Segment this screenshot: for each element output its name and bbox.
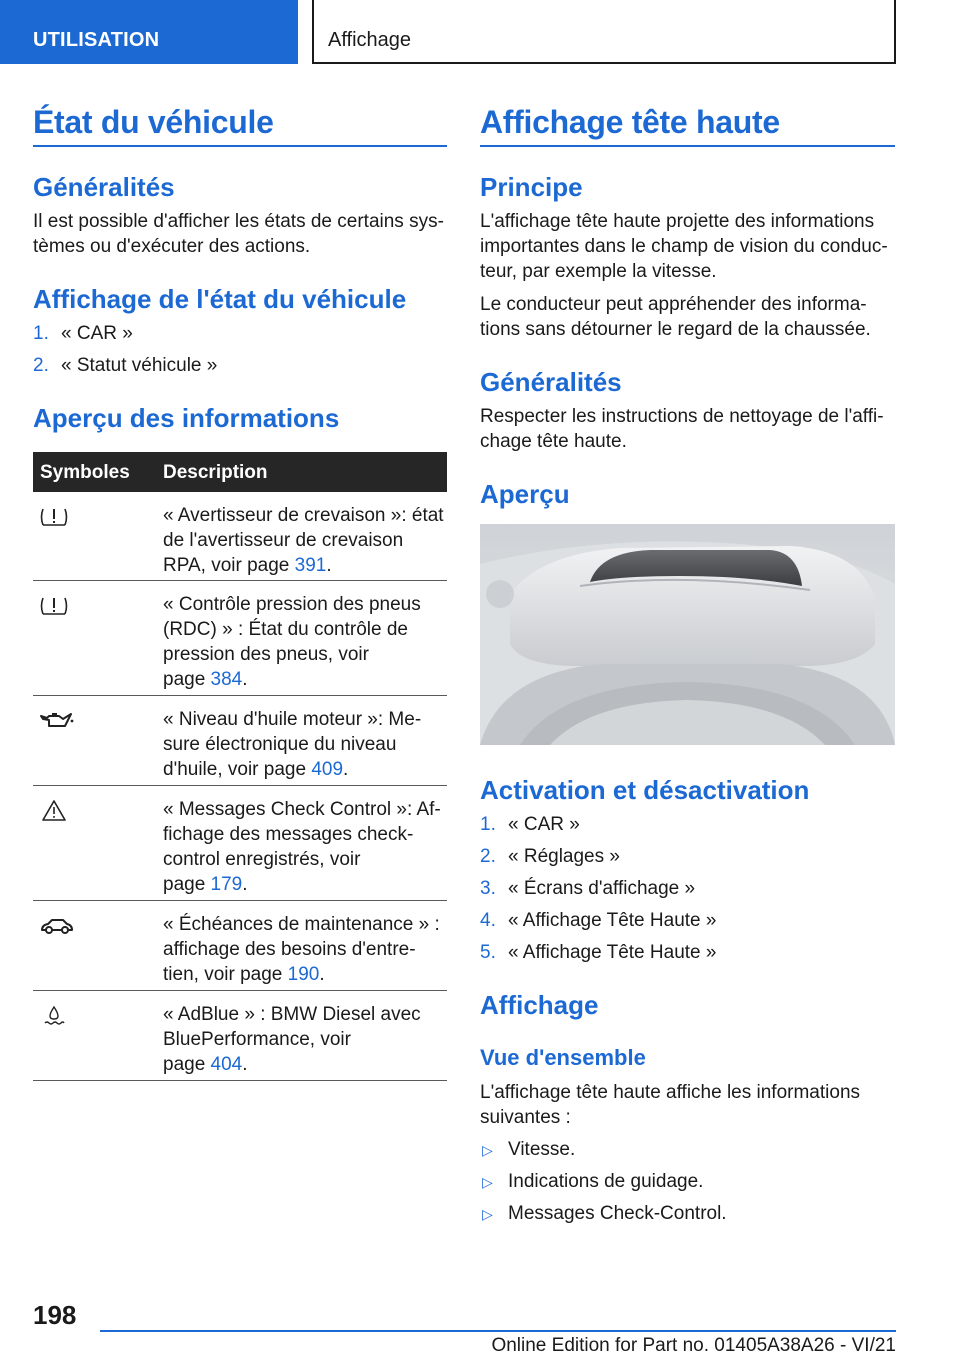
heading-principe: Principe xyxy=(480,172,583,202)
oil-can-icon xyxy=(39,708,75,734)
bullet-item: ▷ Messages Check-Control. xyxy=(480,1201,727,1227)
generalites-hud-text: Respecter les instructions de nettoyage de l'affi- chage tête haute. xyxy=(480,406,884,452)
table-row xyxy=(33,581,447,696)
footer-rule xyxy=(100,1330,896,1332)
page-link[interactable]: 384 xyxy=(210,669,243,690)
service-car-icon xyxy=(39,913,75,939)
bullet-item: ▷ Vitesse. xyxy=(480,1137,575,1163)
page-link[interactable]: 190 xyxy=(287,964,320,985)
step-2: 2. « Statut véhicule » xyxy=(33,355,218,376)
title-rule xyxy=(480,145,895,147)
heading-generalites-hud: Généralités xyxy=(480,367,622,397)
text-line: Il est possible d'afficher les états de certains sys- xyxy=(33,211,444,232)
page-title-left: État du véhicule xyxy=(33,104,274,140)
footer-edition: Online Edition for Part no. 01405A38A26 - VI/21 xyxy=(491,1335,896,1356)
step-1: 1. « CAR » xyxy=(33,323,133,344)
text-line: tèmes ou d'exécuter des actions. xyxy=(33,236,311,257)
triangle-bullet-icon: ▷ xyxy=(482,1206,493,1222)
col-header-description: Description xyxy=(163,462,268,483)
step-1: 1. « CAR » xyxy=(480,814,580,835)
hud-dashboard-image xyxy=(480,524,895,745)
triangle-bullet-icon: ▷ xyxy=(482,1174,493,1190)
step-3: 3. « Écrans d'affichage » xyxy=(480,878,696,899)
heading-activation: Activation et désactivation xyxy=(480,775,810,805)
chapter-tab xyxy=(312,0,896,64)
page-link[interactable]: 409 xyxy=(311,759,344,780)
chapter-label: Affichage xyxy=(328,29,412,51)
step-2: 2. « Réglages » xyxy=(480,846,620,867)
col-header-symboles: Symboles xyxy=(40,462,130,483)
heading-affichage: Affichage xyxy=(480,990,599,1020)
row-description: « AdBlue » : BMW Diesel avec BluePerformance, voir page 404. xyxy=(163,1004,421,1075)
table-header xyxy=(33,452,447,492)
title-rule xyxy=(33,145,447,147)
table-row xyxy=(33,786,447,901)
principe-text-1: L'affichage tête haute projette des informations importantes dans le champ de vision du conduc- teur, par exemple la vitesse. xyxy=(480,211,888,282)
heading-generalites: Généralités xyxy=(33,172,175,202)
step-4: 4. « Affichage Tête Haute » xyxy=(480,910,717,931)
bullet-item: ▷ Indications de guidage. xyxy=(480,1169,703,1195)
page-title-right: Affichage tête haute xyxy=(480,104,780,140)
warning-triangle-icon xyxy=(39,798,69,824)
section-tab xyxy=(0,0,298,64)
affichage-text: L'affichage tête haute affiche les informations suivantes : xyxy=(480,1082,861,1128)
table-row xyxy=(33,901,447,991)
step-5: 5. « Affichage Tête Haute » xyxy=(480,942,717,963)
table-row xyxy=(33,492,447,581)
generalites-text xyxy=(33,209,447,259)
row-description: « Avertisseur de crevaison »: état de l'avertisseur de crevaison RPA, voir page 391. xyxy=(163,505,444,576)
page-link[interactable]: 391 xyxy=(294,555,327,576)
heading-apercu-informations: Aperçu des informations xyxy=(33,403,340,433)
triangle-bullet-icon: ▷ xyxy=(482,1142,493,1158)
symbols-table xyxy=(33,452,447,1081)
tire-pressure-control-icon xyxy=(39,593,69,619)
row-description: « Niveau d'huile moteur »: Me- sure électronique du niveau d'huile, voir page 409. xyxy=(163,709,422,780)
row-description: « Messages Check Control »: Af- fichage des messages check- control enregistrés, voir page 179. xyxy=(163,799,441,895)
heading-vue-ensemble: Vue d'ensemble xyxy=(480,1045,646,1070)
head-up-display-photo xyxy=(480,524,895,745)
table-row xyxy=(33,991,447,1081)
page-link[interactable]: 179 xyxy=(210,874,243,895)
tire-pressure-warning-icon xyxy=(39,504,69,530)
heading-apercu: Aperçu xyxy=(480,479,570,509)
adblue-icon xyxy=(39,1003,69,1029)
principe-text-2: Le conducteur peut appréhender des informa- tions sans détourner le regard de la chaussée. xyxy=(480,294,871,340)
page-link[interactable]: 404 xyxy=(210,1054,243,1075)
page-number: 198 xyxy=(33,1300,77,1330)
row-description: « Échéances de maintenance » : affichage des besoins d'entre- tien, voir page 190. xyxy=(163,914,440,985)
section-label: UTILISATION xyxy=(33,29,160,51)
table-row xyxy=(33,696,447,786)
heading-etat: Affichage de l'état du véhicule xyxy=(33,284,407,314)
row-description: « Contrôle pression des pneus (RDC) » : État du contrôle de pression des pneus, voir page 384. xyxy=(163,594,421,690)
